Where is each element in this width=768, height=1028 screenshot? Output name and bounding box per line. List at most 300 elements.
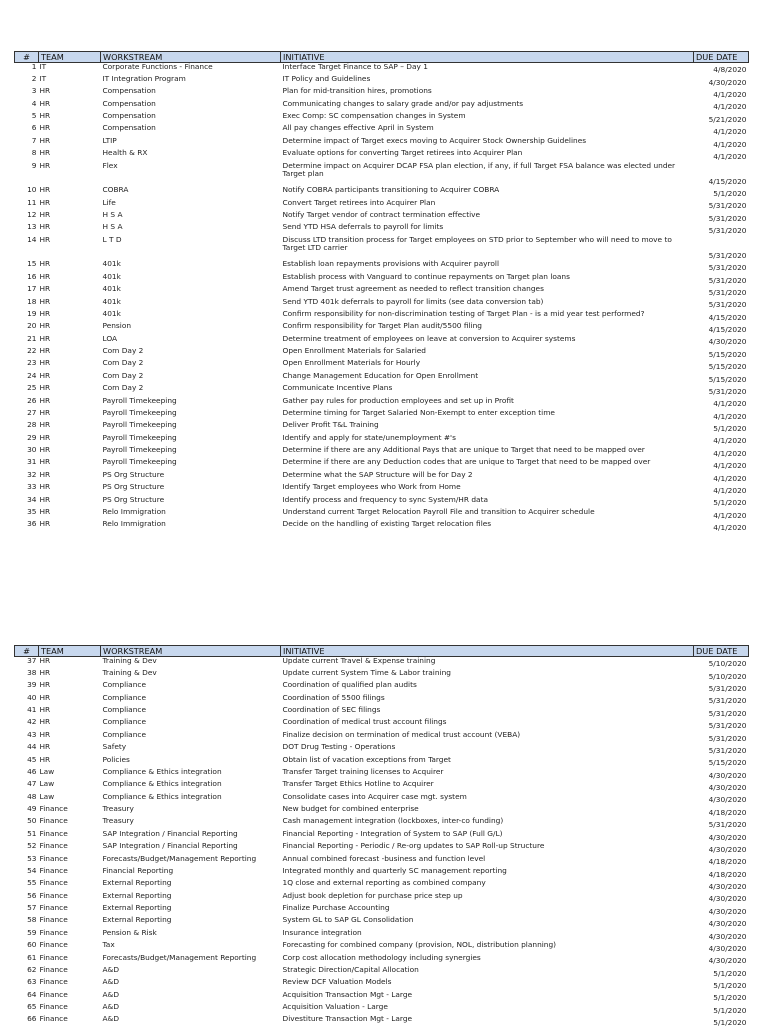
team-cell: Finance [39, 866, 68, 875]
team-cell: Finance [39, 1003, 68, 1011]
row-number: 28 [27, 421, 37, 430]
workstream-cell: 401k [102, 260, 121, 269]
due-date-cell: 4/1/2020 [713, 151, 747, 161]
due-date-cell: 5/31/2020 [708, 201, 747, 211]
team-cell: HR [39, 408, 51, 417]
header-row [15, 646, 749, 657]
workstream-cell: Compliance [102, 730, 147, 739]
workstream-cell: External Reporting [102, 879, 172, 888]
row-number: 20 [27, 322, 37, 331]
workstream-cell: Compliance & Ethics integration [102, 767, 222, 776]
team-cell: Finance [39, 1015, 68, 1024]
due-date-cell: 4/1/2020 [713, 436, 747, 446]
due-date-cell: 4/30/2020 [708, 956, 747, 966]
workstream-cell: A&D [102, 978, 120, 987]
row-number: 61 [27, 953, 37, 962]
row-number: 50 [27, 817, 37, 826]
row-number: 31 [27, 458, 37, 467]
table-row [15, 879, 749, 891]
initiative-cell: Annual combined forecast -business and function level [282, 854, 486, 863]
initiative-cell: Divestiture Transaction Mgt - Large [282, 1015, 413, 1024]
initiative-cell: Exec Comp: SC compensation changes in System [282, 112, 466, 120]
initiative-cell: Amend Target trust agreement as needed to reflect transition changes [282, 285, 544, 294]
workstream-cell: Compensation [102, 112, 156, 120]
workstream-cell: A&D [102, 965, 120, 974]
table-row [15, 347, 749, 359]
workstream-cell: Payroll Timekeeping [102, 433, 177, 442]
table-row [15, 991, 749, 1003]
workstream-cell: Compensation [102, 87, 156, 96]
header-initiative: INITIATIVE [281, 52, 694, 63]
row-number: 58 [27, 916, 37, 925]
team-cell: HR [39, 470, 51, 479]
initiative-cell: Consolidate cases into Acquirer case mgt. system [282, 792, 467, 801]
initiative-cell: Coordination of SEC filings [282, 706, 381, 714]
team-cell: HR [39, 99, 51, 108]
due-date-cell: 4/30/2020 [708, 795, 747, 805]
team-cell: HR [39, 223, 51, 232]
row-number: 64 [27, 990, 37, 999]
row-number: 9 [31, 161, 37, 170]
workstream-cell: Com Day 2 [102, 371, 144, 380]
initiative-cell: Corp cost allocation methodology including synergies [282, 953, 481, 962]
header-initiative: INITIATIVE [281, 646, 694, 657]
due-date-cell: 5/31/2020 [708, 263, 747, 273]
initiative-cell: Review DCF Valuation Models [282, 978, 392, 987]
workstream-cell: Pension [102, 322, 132, 331]
due-date-cell: 4/30/2020 [708, 931, 747, 941]
initiative-cell: Gather pay rules for production employees and set up in Profit [282, 396, 514, 405]
team-cell: HR [39, 668, 51, 677]
workstream-cell: Safety [102, 743, 127, 752]
header-due-date: DUE DATE [694, 646, 749, 657]
table-row [15, 954, 749, 966]
due-date-cell: 5/1/2020 [713, 981, 747, 991]
workstream-cell: Life [102, 198, 116, 207]
initiative-cell: Notify Target vendor of contract termination effective [282, 210, 481, 219]
initiative-cell: All pay changes effective April in System [282, 124, 434, 133]
due-date-cell: 4/1/2020 [713, 510, 747, 520]
due-date-cell: 4/30/2020 [708, 906, 747, 916]
due-date-cell: 5/31/2020 [708, 820, 747, 830]
team-cell: HR [39, 272, 51, 281]
row-number: 22 [27, 347, 37, 355]
due-date-cell: 5/1/2020 [713, 498, 747, 508]
table-row [15, 830, 749, 842]
workstream-cell: Relo Immigration [102, 507, 166, 516]
row-number: 5 [31, 112, 37, 120]
initiative-cell: Forecasting for combined company (provision, NOL, distribution planning) [282, 941, 557, 950]
due-date-cell: 4/30/2020 [708, 882, 747, 892]
team-cell: Finance [39, 829, 68, 838]
table-row [15, 520, 749, 532]
team-cell: HR [39, 124, 51, 133]
row-number: 24 [27, 371, 37, 380]
table-row [15, 941, 749, 953]
workstream-cell: Health & RX [102, 149, 148, 158]
table-row [15, 335, 749, 347]
due-date-cell: 5/1/2020 [713, 1018, 747, 1028]
due-date-cell: 4/8/2020 [713, 65, 747, 75]
initiative-cell: Finalize Purchase Accounting [282, 904, 390, 912]
due-date-cell: 4/1/2020 [713, 127, 747, 137]
initiative-cell: New budget for combined enterprise [282, 805, 419, 813]
workstream-cell: External Reporting [102, 891, 172, 900]
table-row [15, 731, 749, 743]
team-cell: Finance [39, 916, 68, 925]
row-number: 38 [27, 668, 37, 677]
row-number: 59 [27, 928, 37, 937]
initiative-cell: Confirm responsibility for non-discrimination testing of Target Plan - is a mid year test performed? [282, 309, 645, 318]
row-number: 15 [27, 260, 37, 269]
workstream-cell: IT Integration Program [102, 74, 186, 83]
workstream-cell: COBRA [102, 186, 129, 195]
table-row [15, 756, 749, 768]
due-date-cell: 5/31/2020 [708, 250, 747, 260]
workstream-cell: Compliance [102, 706, 147, 714]
team-cell: HR [39, 433, 51, 442]
due-date-cell: 5/31/2020 [708, 733, 747, 743]
row-number: 65 [27, 1003, 37, 1011]
workstream-cell: Compliance & Ethics integration [102, 792, 222, 801]
table-row [15, 446, 749, 458]
initiative-cell: DOT Drug Testing - Operations [282, 743, 396, 752]
team-cell: Finance [39, 891, 68, 900]
table-row [15, 359, 749, 371]
workstream-cell: H S A [102, 223, 123, 232]
workstream-cell: Policies [102, 755, 130, 764]
initiative-cell: Coordination of qualified plan audits [282, 681, 417, 690]
table-row [15, 434, 749, 446]
initiative-cell: System GL to SAP GL Consolidation [282, 916, 414, 925]
initiative-cell: Strategic Direction/Capital Allocation [282, 965, 419, 974]
row-number: 42 [27, 718, 37, 727]
initiative-cell: Insurance integration [282, 928, 362, 937]
due-date-cell: 5/31/2020 [708, 300, 747, 310]
team-cell: HR [39, 210, 51, 219]
workstream-cell: PS Org Structure [102, 483, 165, 492]
initiative-cell: Determine timing for Target Salaried Non-Exempt to enter exception time [282, 408, 555, 417]
team-cell: Finance [39, 941, 68, 950]
workstream-cell: Compliance [102, 718, 147, 727]
initiative-cell: Coordination of 5500 filings [282, 693, 385, 702]
due-date-cell: 5/1/2020 [713, 188, 747, 198]
initiative-cell: Financial Reporting - Integration of System to SAP (Full G/L) [282, 829, 503, 838]
table-row [15, 310, 749, 322]
initiative-cell: Adjust book depletion for purchase price step up [282, 891, 463, 900]
row-number: 34 [27, 495, 37, 504]
table-row [15, 855, 749, 867]
initiative-cell: Deliver Profit T&L Training [282, 421, 379, 430]
workstream-cell: LTIP [102, 136, 117, 145]
row-number: 2 [31, 74, 37, 83]
table-row [15, 124, 749, 136]
workstream-cell: Training & Dev [102, 656, 157, 665]
table-row [15, 978, 749, 990]
initiative-cell: Obtain list of vacation exceptions from Target [282, 755, 451, 764]
initiative-cell: Confirm responsibility for Target Plan audit/5500 filing [282, 322, 482, 331]
row-number: 46 [27, 767, 37, 776]
initiative-cell: Open Enrollment Materials for Hourly [282, 359, 421, 368]
header-due-date: DUE DATE [694, 52, 749, 63]
table-row [15, 669, 749, 681]
initiative-cell: Update current Travel & Expense training [282, 656, 436, 665]
team-cell: Law [39, 780, 55, 789]
initiative-cell: Establish loan repayments provisions with Acquirer payroll [282, 260, 499, 269]
initiative-cell: Decide on the handling of existing Target relocation files [282, 520, 492, 529]
team-cell: HR [39, 755, 51, 764]
team-cell: HR [39, 446, 51, 454]
due-date-cell: 4/1/2020 [713, 90, 747, 100]
team-cell: HR [39, 371, 51, 380]
workstream-cell: Flex [102, 161, 118, 170]
due-date-cell: 5/31/2020 [708, 226, 747, 236]
row-number: 4 [31, 99, 37, 108]
table-row [15, 298, 749, 310]
table-row [15, 718, 749, 730]
table-row [15, 186, 749, 198]
table-row [15, 657, 749, 669]
team-cell: Finance [39, 854, 68, 863]
table-row [15, 1015, 749, 1027]
team-cell: HR [39, 309, 51, 318]
table-row [15, 285, 749, 297]
due-date-cell: 4/18/2020 [708, 857, 747, 867]
table-row [15, 199, 749, 211]
workstream-cell: Com Day 2 [102, 347, 144, 355]
due-date-cell: 5/31/2020 [708, 275, 747, 285]
workstream-cell: Com Day 2 [102, 384, 144, 393]
due-date-cell: 5/10/2020 [708, 659, 747, 669]
table-row [15, 63, 749, 75]
due-date-cell: 5/31/2020 [708, 684, 747, 694]
row-number: 52 [27, 842, 37, 851]
workstream-cell: Payroll Timekeeping [102, 396, 177, 405]
row-number: 14 [27, 235, 37, 244]
row-number: 62 [27, 965, 37, 974]
team-cell: HR [39, 730, 51, 739]
table-row [15, 496, 749, 508]
initiative-cell: Plan for mid-transition hires, promotions [282, 87, 432, 96]
due-date-cell: 5/10/2020 [708, 671, 747, 681]
header-number: # [15, 646, 39, 657]
team-cell: HR [39, 520, 51, 529]
table-row [15, 223, 749, 235]
team-cell: HR [39, 297, 51, 306]
initiative-cell: Open Enrollment Materials for Salaried [282, 347, 426, 355]
row-number: 8 [31, 149, 37, 158]
table-row [15, 966, 749, 978]
due-date-cell: 4/1/2020 [713, 139, 747, 149]
table-row [15, 137, 749, 149]
due-date-cell: 5/15/2020 [708, 758, 747, 768]
initiative-cell: Acquisition Valuation - Large [282, 1003, 388, 1011]
initiative-cell: Determine what the SAP Structure will be for Day 2 [282, 470, 473, 479]
table-row [15, 892, 749, 904]
table-row [15, 87, 749, 99]
row-number: 33 [27, 483, 37, 492]
table-row [15, 508, 749, 520]
table-row [15, 75, 749, 87]
initiative-cell: Evaluate options for converting Target retirees into Acquirer Plan [282, 149, 523, 158]
table-row [15, 149, 749, 161]
initiative-cell: Convert Target retirees into Acquirer Plan [282, 198, 436, 207]
initiative-cell: Notify COBRA participants transitioning to Acquirer COBRA [282, 186, 500, 195]
team-cell: HR [39, 347, 51, 355]
due-date-cell: 5/1/2020 [713, 968, 747, 978]
row-number: 63 [27, 978, 37, 987]
team-cell: HR [39, 136, 51, 145]
workstream-cell: L T D [102, 235, 122, 244]
row-number: 54 [27, 866, 37, 875]
header-number: # [15, 52, 39, 63]
team-cell: HR [39, 198, 51, 207]
workstream-cell: External Reporting [102, 916, 172, 925]
table-row [15, 904, 749, 916]
row-number: 37 [27, 656, 37, 665]
workstream-cell: 401k [102, 309, 121, 318]
team-cell: Finance [39, 805, 68, 813]
due-date-cell: 4/1/2020 [713, 523, 747, 533]
row-number: 11 [27, 198, 37, 207]
team-cell: HR [39, 260, 51, 269]
team-cell: HR [39, 112, 51, 120]
team-cell: IT [39, 62, 47, 71]
due-date-cell: 5/15/2020 [708, 374, 747, 384]
initiative-cell: Update current System Time & Labor training [282, 668, 451, 677]
row-number: 41 [27, 706, 37, 714]
team-cell: HR [39, 384, 51, 393]
due-date-cell: 5/1/2020 [713, 993, 747, 1003]
workstream-cell: A&D [102, 990, 120, 999]
due-date-cell: 4/1/2020 [713, 399, 747, 409]
row-number: 6 [31, 124, 37, 133]
workstream-cell: Payroll Timekeeping [102, 421, 177, 430]
team-cell: HR [39, 359, 51, 368]
table-row [15, 694, 749, 706]
team-cell: Finance [39, 990, 68, 999]
header-workstream: WORKSTREAM [101, 646, 281, 657]
initiative-cell: Integrated monthly and quarterly SC management reporting [282, 866, 507, 875]
workstream-cell: Treasury [102, 805, 134, 813]
team-cell: HR [39, 483, 51, 492]
table-row [15, 743, 749, 755]
due-date-cell: 4/15/2020 [708, 325, 747, 335]
workstream-cell: Payroll Timekeeping [102, 408, 177, 417]
workstream-cell: Tax [102, 941, 115, 950]
table-row [15, 322, 749, 334]
row-number: 1 [31, 62, 37, 71]
team-cell: HR [39, 235, 51, 244]
initiative-cell: Acquisition Transaction Mgt - Large [282, 990, 413, 999]
row-number: 17 [27, 285, 37, 294]
workstream-cell: Compliance [102, 681, 147, 690]
due-date-cell: 4/15/2020 [708, 312, 747, 322]
due-date-cell: 4/30/2020 [708, 832, 747, 842]
table-row [15, 384, 749, 396]
workstream-cell: 401k [102, 285, 121, 294]
table-row [15, 471, 749, 483]
team-cell: Finance [39, 817, 68, 826]
row-number: 3 [31, 87, 37, 96]
initiative-cell: Determine impact on Acquirer DCAP FSA plan election, if any, if full Target FSA balance was elected under Target plan [282, 161, 676, 179]
row-number: 66 [27, 1015, 37, 1024]
table-row [15, 421, 749, 433]
initiative-cell: Send YTD HSA deferrals to payroll for limits [282, 223, 444, 232]
due-date-cell: 5/1/2020 [713, 1005, 747, 1015]
due-date-cell: 5/15/2020 [708, 349, 747, 359]
row-number: 29 [27, 433, 37, 442]
row-number: 47 [27, 780, 37, 789]
row-number: 53 [27, 854, 37, 863]
workstream-cell: Compliance & Ethics integration [102, 780, 222, 789]
team-cell: Finance [39, 953, 68, 962]
initiative-cell: Financial Reporting - Periodic / Re-org updates to SAP Roll-up Structure [282, 842, 545, 851]
due-date-cell: 4/30/2020 [708, 770, 747, 780]
initiative-cell: 1Q close and external reporting as combined company [282, 879, 486, 888]
workstream-cell: 401k [102, 272, 121, 281]
row-number: 35 [27, 507, 37, 516]
due-date-cell: 5/21/2020 [708, 114, 747, 124]
workstream-cell: H S A [102, 210, 123, 219]
row-number: 12 [27, 210, 37, 219]
due-date-cell: 5/31/2020 [708, 213, 747, 223]
workstream-cell: Payroll Timekeeping [102, 446, 177, 454]
table-row [15, 372, 749, 384]
team-cell: HR [39, 334, 51, 343]
due-date-cell: 5/31/2020 [708, 287, 747, 297]
header-row [15, 52, 749, 63]
row-number: 60 [27, 941, 37, 950]
table-row [15, 236, 749, 261]
team-cell: IT [39, 74, 47, 83]
table-row [15, 483, 749, 495]
table-row [15, 916, 749, 928]
initiative-cell: Determine if there are any Additional Pays that are unique to Target that need to be mapped over [282, 446, 645, 454]
team-cell: HR [39, 421, 51, 430]
initiative-cell: Communicate Incentive Plans [282, 384, 393, 393]
team-cell: Finance [39, 879, 68, 888]
table-row [15, 929, 749, 941]
due-date-cell: 5/31/2020 [708, 708, 747, 718]
team-cell: Finance [39, 978, 68, 987]
table-row [15, 260, 749, 272]
row-number: 48 [27, 792, 37, 801]
table-row [15, 162, 749, 187]
row-number: 39 [27, 681, 37, 690]
team-cell: HR [39, 161, 51, 170]
row-number: 27 [27, 408, 37, 417]
workstream-cell: Com Day 2 [102, 359, 144, 368]
row-number: 51 [27, 829, 37, 838]
initiatives-table-1 [14, 51, 749, 533]
table-row [15, 842, 749, 854]
due-date-cell: 4/1/2020 [713, 485, 747, 495]
row-number: 21 [27, 334, 37, 343]
workstream-cell: Compensation [102, 124, 156, 133]
workstream-cell: Corporate Functions - Finance [102, 62, 213, 71]
team-cell: HR [39, 322, 51, 331]
table-row [15, 780, 749, 792]
due-date-cell: 4/1/2020 [713, 102, 747, 112]
team-cell: HR [39, 507, 51, 516]
table-row [15, 867, 749, 879]
team-cell: HR [39, 396, 51, 405]
initiative-cell: Interface Target Finance to SAP – Day 1 [282, 62, 428, 71]
row-number: 49 [27, 805, 37, 813]
due-date-cell: 4/30/2020 [708, 943, 747, 953]
table-row [15, 211, 749, 223]
